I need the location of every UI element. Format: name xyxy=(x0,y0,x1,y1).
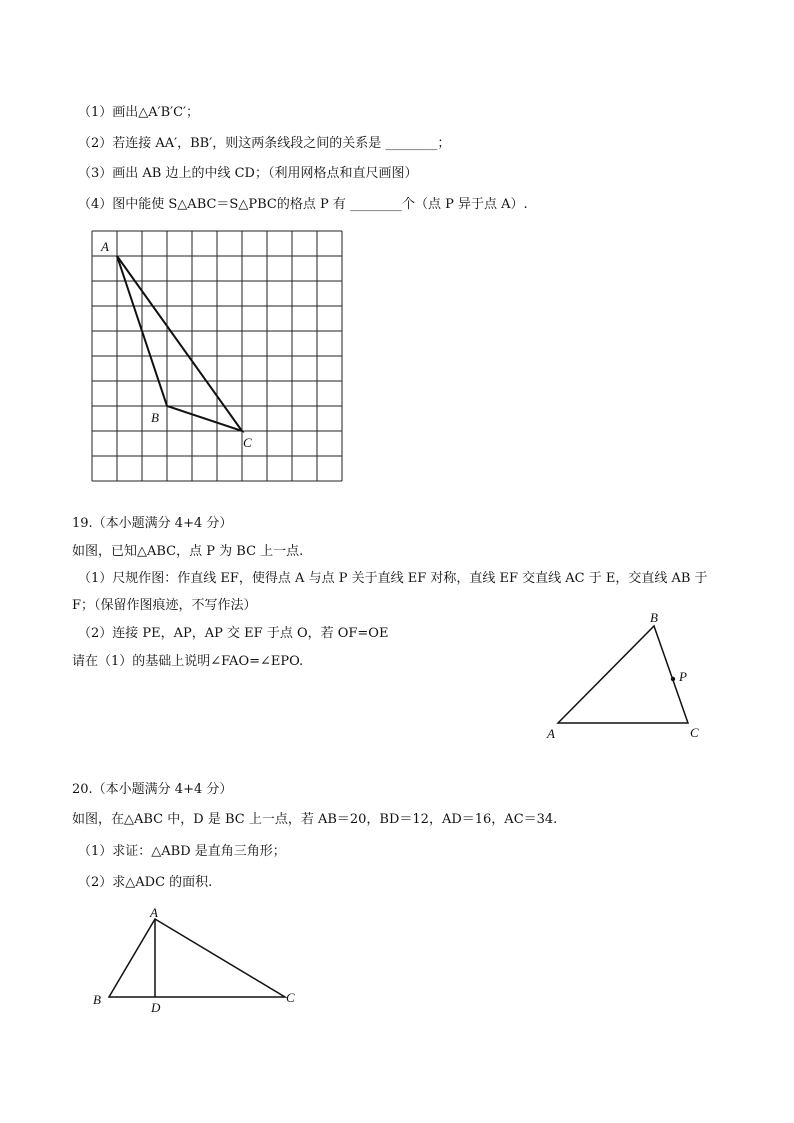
q19-label-b: B xyxy=(650,610,658,625)
q20-label-b: B xyxy=(93,992,101,1007)
q20-triangle xyxy=(109,919,285,997)
q20-part1: （1）求证：△ABD 是直角三角形； xyxy=(78,844,286,859)
q19-label-p: P xyxy=(679,669,687,684)
q20-header: 20.（本小题满分 4+4 分） xyxy=(72,782,233,797)
q19-part1b: F；（保留作图痕迹，不写作法） xyxy=(72,598,257,613)
q18-label-c: C xyxy=(243,435,252,450)
q18-part4: （4）图中能使 S△ABC＝S△PBC的格点 P 有 ________个（点 P 异于点 A）. xyxy=(78,197,528,212)
q18-part3: （3）画出 AB 边上的中线 CD；（利用网格点和直尺画图） xyxy=(78,166,418,181)
q18-label-a: A xyxy=(101,239,109,254)
q18-part2: （2）若连接 AA′，BB′，则这两条线段之间的关系是 ________； xyxy=(78,136,451,151)
q19-header: 19.（本小题满分 4+4 分） xyxy=(72,516,233,531)
q20-label-d: D xyxy=(151,1000,161,1015)
q18-label-b: B xyxy=(151,410,159,425)
q19-label-c: C xyxy=(690,725,699,740)
q19-part2: （2）连接 PE，AP，AP 交 EF 于点 O，若 OF=OE xyxy=(78,626,389,641)
q18-part1: （1）画出△A′B′C′； xyxy=(78,105,200,120)
q20-part2: （2）求△ADC 的面积. xyxy=(78,875,213,890)
q20-label-a: A xyxy=(150,905,158,920)
q20-label-c: C xyxy=(286,990,295,1005)
q19-part3: 请在（1）的基础上说明∠FAO=∠EPO. xyxy=(72,654,304,669)
q19-intro: 如图，已知△ABC，点 P 为 BC 上一点. xyxy=(72,544,304,559)
q19-label-a: A xyxy=(547,726,555,741)
q20-intro: 如图，在△ABC 中，D 是 BC 上一点，若 AB＝20，BD＝12，AD＝16，AC＝34. xyxy=(72,812,558,827)
q19-part1a: （1）尺规作图：作直线 EF，使得点 A 与点 P 关于直线 EF 对称，直线 EF 交直线 AC 于 E，交直线 AB 于 xyxy=(78,571,708,586)
